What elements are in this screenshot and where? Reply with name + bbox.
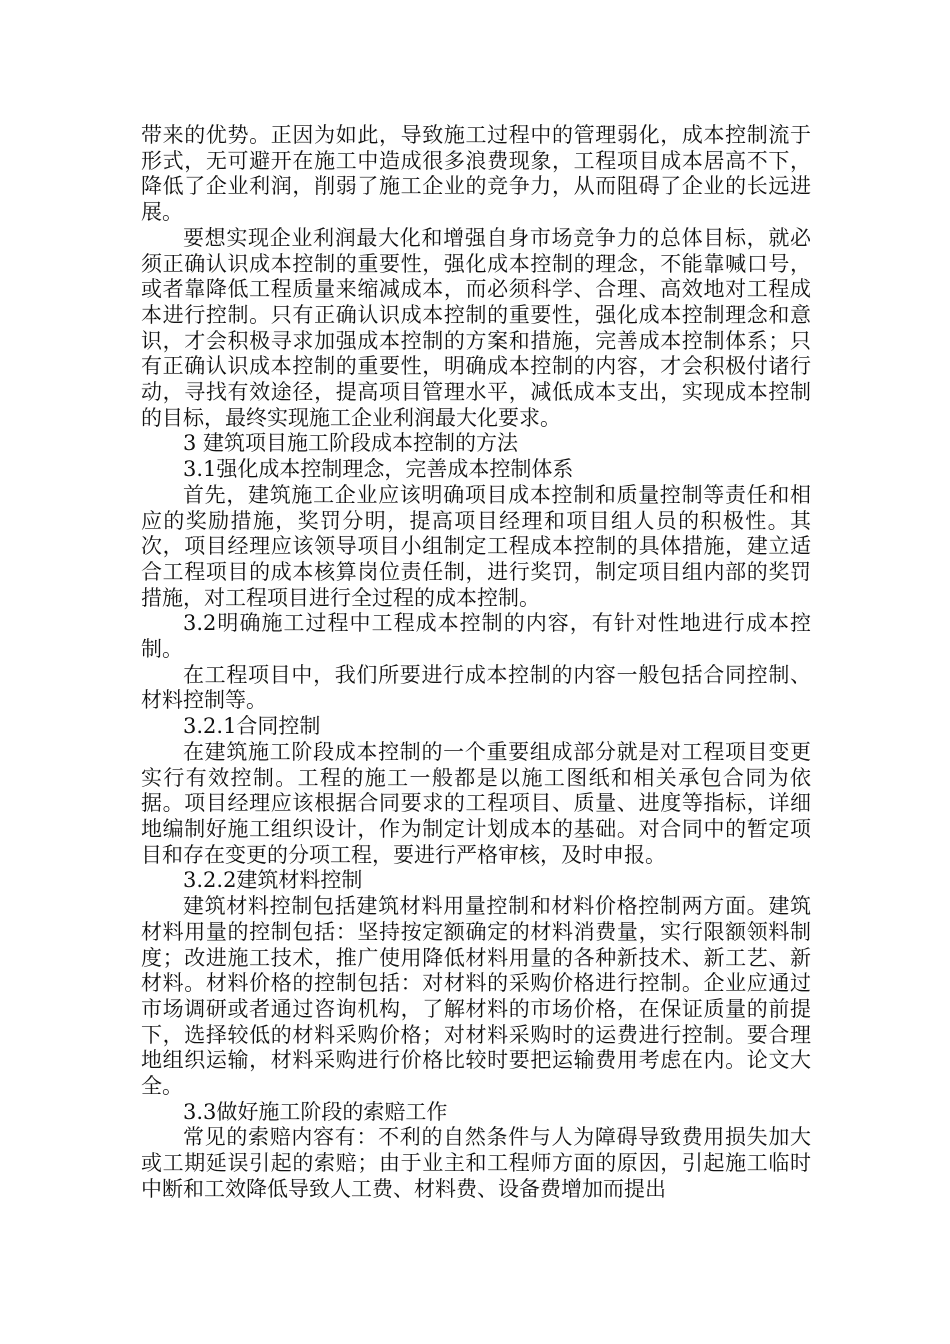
section-heading-3-2-2: 3.2.2建筑材料控制 xyxy=(183,868,363,893)
section-heading-3-3: 3.3做好施工阶段的索赔工作 xyxy=(183,1099,448,1124)
paragraph-1: 带来的优势。正因为如此，导致施工过程中的管理弱化，成本控制流于形式，无可避开在施工中造成很多浪费现象，工程项目成本居高不下，降低了企业利润，削弱了施工企业的竞争力，从而阻碍了企业的长远进展。 xyxy=(141,123,811,225)
paragraph-3-1: 首先，建筑施工企业应该明确项目成本控制和质量控制等责任和相应的奖励措施，奖罚分明，提高项目经理和项目组人员的积极性。其次，项目经理应该领导项目小组制定工程成本控制的具体措施，建立适合工程项目的成本核算岗位责任制，进行奖罚，制定项目组内部的奖罚措施，对工程项目进行全过程的成本控制。 xyxy=(141,482,811,610)
paragraph-3-2: 在工程项目中，我们所要进行成本控制的内容一般包括合同控制、材料控制等。 xyxy=(141,662,811,713)
section-heading-3-2: 3.2明确施工过程中工程成本控制的内容，有针对性地进行成本控制。 xyxy=(141,611,811,662)
paragraph-3-3: 常见的索赔内容有：不利的自然条件与人为障碍导致费用损失加大或工期延误引起的索赔；由于业主和工程师方面的原因，引起施工临时中断和工效降低导致人工费、材料费、设备费增加而提出 xyxy=(141,1125,811,1201)
paragraph-3-2-2: 建筑材料控制包括建筑材料用量控制和材料价格控制两方面。建筑材料用量的控制包括：坚持按定额确定的材料消费量，实行限额领料制度；改进施工技术，推广使用降低材料用量的各种新技术、新工艺、新材料。材料价格的控制包括：对材料的采购价格进行控制。企业应通过市场调研或者通过咨询机构，了解材料的市场价格，在保证质量的前提下，选择较低的材料采购价格；对材料采购时的运费进行控制。要合理地组织运输，材料采购进行价格比较时要把运输费用考虑在内。论文大全。 xyxy=(141,894,811,1099)
section-heading-3-2-1: 3.2.1合同控制 xyxy=(183,714,321,739)
section-heading-3: 3 建筑项目施工阶段成本控制的方法 xyxy=(183,431,519,456)
document-body xyxy=(141,123,811,1203)
section-heading-3-1: 3.1强化成本控制理念，完善成本控制体系 xyxy=(183,457,574,482)
paragraph-2: 要想实现企业利润最大化和增强自身市场竞争力的总体目标，就必须正确认识成本控制的重要性，强化成本控制的理念，不能靠喊口号，或者靠降低工程质量来缩减成本，而必须科学、合理、高效地对工程成本进行控制。只有正确认识成本控制的重要性，强化成本控制理念和意识，才会积极寻求加强成本控制的方案和措施，完善成本控制体系；只有正确认识成本控制的重要性，明确成本控制的内容，才会积极付诸行动，寻找有效途径，提高项目管理水平，减低成本支出，实现成本控制的目标，最终实现施工企业利润最大化要求。 xyxy=(141,225,811,430)
paragraph-3-2-1: 在建筑施工阶段成本控制的一个重要组成部分就是对工程项目变更实行有效控制。工程的施工一般都是以施工图纸和相关承包合同为依据。项目经理应该根据合同要求的工程项目、质量、进度等指标，详细地编制好施工组织设计，作为制定计划成本的基础。对合同中的暂定项目和存在变更的分项工程，要进行严格审核，及时申报。 xyxy=(141,739,811,867)
